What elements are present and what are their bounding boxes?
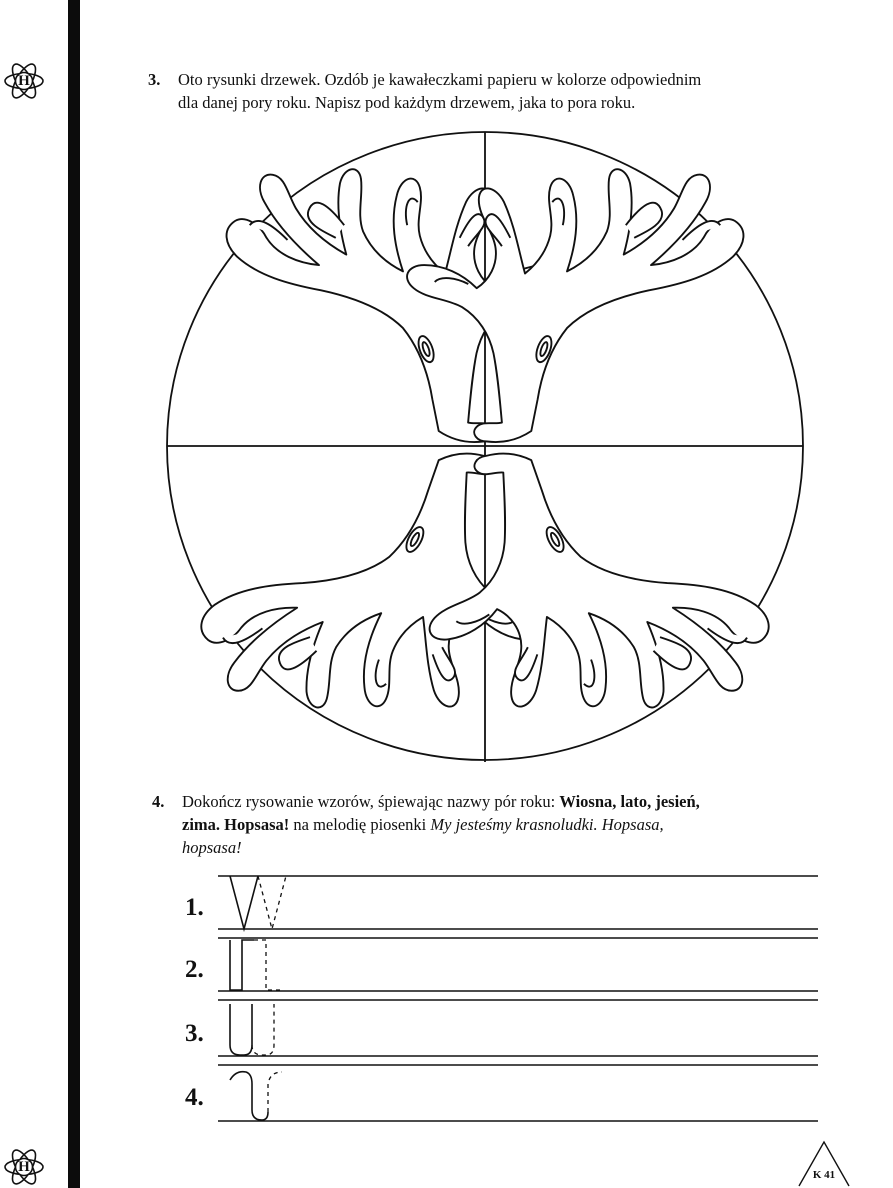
binding-bar <box>68 0 80 1188</box>
page-number-mark <box>795 1138 853 1188</box>
task-4-song-title: hopsasa! <box>182 838 242 857</box>
task-4-song-title: My jesteśmy krasnoludki. Hopsasa, <box>430 815 664 834</box>
task-4-text-bold: Wiosna, lato, jesień, <box>559 792 700 811</box>
zigzag-pattern-dashed <box>258 876 286 929</box>
task-4-instruction-line-2 <box>182 813 664 836</box>
row-label-1: 1. <box>185 894 204 921</box>
row-label-3: 3. <box>185 1020 204 1047</box>
meander-pattern-dashed <box>254 940 280 990</box>
task-4-text-bold: zima. Hopsasa! <box>182 815 290 834</box>
hook-pattern-dashed <box>268 1072 282 1112</box>
page-number: K 41 <box>812 1169 836 1181</box>
logo-letter: H <box>18 1158 30 1175</box>
meander-pattern-start <box>230 940 254 990</box>
atom-logo-icon <box>3 1146 45 1188</box>
task-4-instruction-line-3 <box>182 836 242 859</box>
logo-letter: H <box>18 72 30 89</box>
task-3-instruction-line-1: Oto rysunki drzewek. Ozdób je kawałeczkami papieru w kolorze odpowiednim <box>178 70 702 89</box>
row-label-4: 4. <box>185 1084 204 1111</box>
task-4-number: 4. <box>152 792 165 811</box>
atom-logo-icon <box>3 60 45 102</box>
wave-pattern-start <box>230 1004 252 1055</box>
task-3-instruction-line-2: dla danej pory roku. Napisz pod każdym drzewem, jaka to pora roku. <box>178 93 636 112</box>
task-4-text-plain: Dokończ rysowanie wzorów, śpiewając nazwy pór roku: <box>182 792 560 811</box>
row-label-2: 2. <box>185 956 204 983</box>
task-4-text-plain: na melodię piosenki <box>289 815 431 834</box>
zigzag-pattern-start <box>230 876 258 929</box>
task-3-number: 3. <box>148 70 161 89</box>
task-4-instruction-line-1 <box>182 790 700 813</box>
hook-pattern-start <box>230 1072 268 1120</box>
seasons-tree-circle <box>160 126 810 771</box>
wave-pattern-dashed <box>252 1004 274 1055</box>
